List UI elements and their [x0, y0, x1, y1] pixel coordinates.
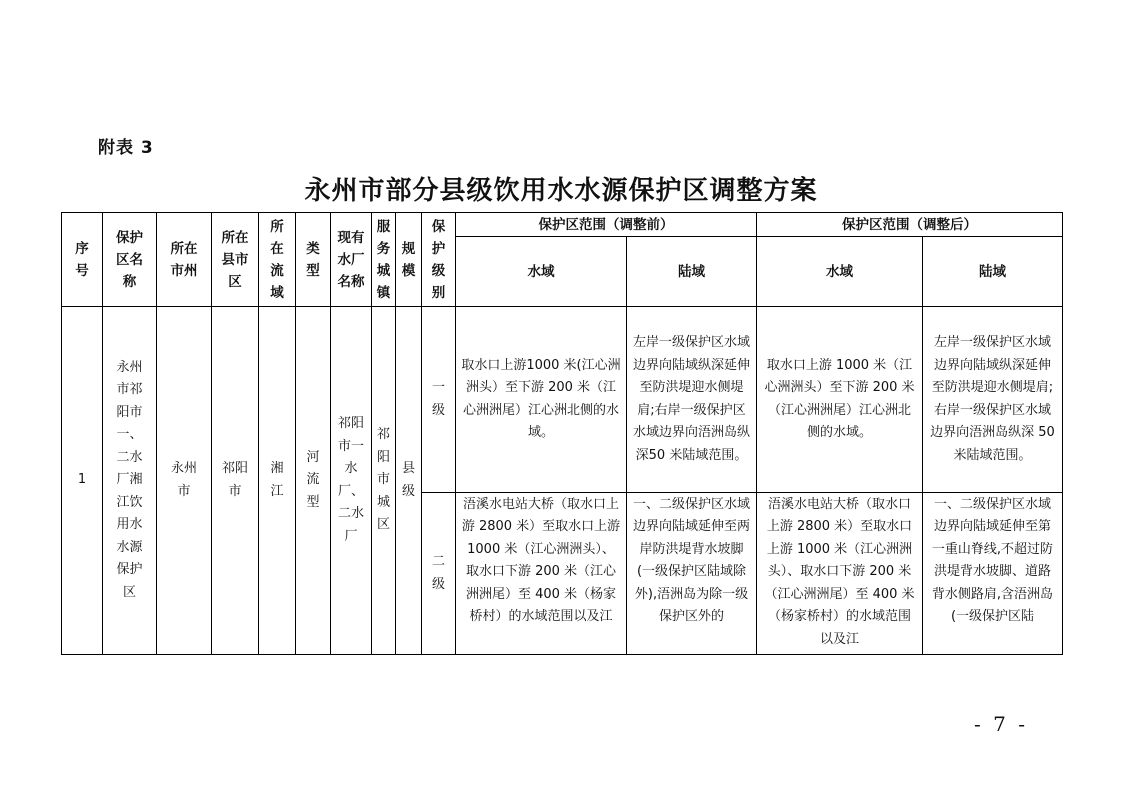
header-after: 保护区范围（调整后）	[757, 213, 1063, 237]
cell-l1-before-water: 取水口上游1000 米(江心洲洲头）至下游 200 米（江心洲洲尾）江心洲北侧的水域。	[456, 307, 627, 493]
cell-service: 祁阳市城区	[372, 307, 396, 655]
cell-l2-before-water: 浯溪水电站大桥（取水口上游 2800 米）至取水口上游 1000 米（江心洲洲头）、取水口下游 200 米（江心洲洲尾）至 400 米（杨家桥村）的水域范围以及江	[456, 493, 627, 655]
header-level: 保护级别	[422, 213, 456, 307]
header-before: 保护区范围（调整前）	[456, 213, 757, 237]
header-service: 服务城镇	[372, 213, 396, 307]
header-after-land: 陆域	[923, 237, 1063, 307]
cell-plant: 祁阳市一水厂、二水厂	[331, 307, 372, 655]
header-before-water: 水域	[456, 237, 627, 307]
cell-type: 河流型	[296, 307, 331, 655]
cell-l1-after-water: 取水口上游 1000 米（江心洲洲头）至下游 200 米（江心洲洲尾）江心洲北侧的水域。	[757, 307, 923, 493]
cell-seq: 1	[62, 307, 103, 655]
cell-area-name: 永州市祁阳市一、二水厂湘江饮用水水源保护区	[103, 307, 157, 655]
cell-scale: 县级	[396, 307, 422, 655]
page-number: - 7 -	[974, 712, 1028, 736]
header-type: 类型	[296, 213, 331, 307]
header-city: 所在市州	[157, 213, 212, 307]
header-basin: 所在流域	[259, 213, 296, 307]
header-before-land: 陆域	[627, 237, 757, 307]
cell-county: 祁阳市	[212, 307, 259, 655]
header-county: 所在县市区	[212, 213, 259, 307]
cell-level-1: 一级	[422, 307, 456, 493]
header-after-water: 水域	[757, 237, 923, 307]
document-title: 永州市部分县级饮用水水源保护区调整方案	[304, 176, 818, 206]
cell-l1-after-land: 左岸一级保护区水域边界向陆域纵深延伸至防洪堤迎水侧堤肩;右岸一级保护区水域边界向浯洲岛纵深 50 米陆域范围。	[923, 307, 1063, 493]
header-area-name: 保护区名称	[103, 213, 157, 307]
attachment-label: 附表 3	[98, 138, 154, 158]
cell-l1-before-land: 左岸一级保护区水域边界向陆域纵深延伸至防洪堤迎水侧堤肩;右岸一级保护区水域边界向浯洲岛纵深50 米陆域范围。	[627, 307, 757, 493]
table-row	[62, 307, 1063, 493]
protection-plan-table	[61, 212, 1063, 655]
cell-level-2: 二级	[422, 493, 456, 655]
header-scale: 规模	[396, 213, 422, 307]
cell-l2-before-land: 一、二级保护区水域边界向陆域延伸至两岸防洪堤背水坡脚(一级保护区陆域除外),浯洲岛为除一级保护区外的	[627, 493, 757, 655]
header-seq: 序号	[62, 213, 103, 307]
cell-l2-after-land: 一、二级保护区水域边界向陆域延伸至第一重山脊线,不超过防洪堤背水坡脚、道路背水侧路肩,含浯洲岛(一级保护区陆	[923, 493, 1063, 655]
cell-basin: 湘江	[259, 307, 296, 655]
cell-l2-after-water: 浯溪水电站大桥（取水口上游 2800 米）至取水口上游 1000 米（江心洲洲头）、取水口下游 200 米（江心洲洲尾）至 400 米（杨家桥村）的水域范围以及江	[757, 493, 923, 655]
header-plant: 现有水厂名称	[331, 213, 372, 307]
cell-city: 永州市	[157, 307, 212, 655]
header-row-1	[62, 213, 1063, 237]
